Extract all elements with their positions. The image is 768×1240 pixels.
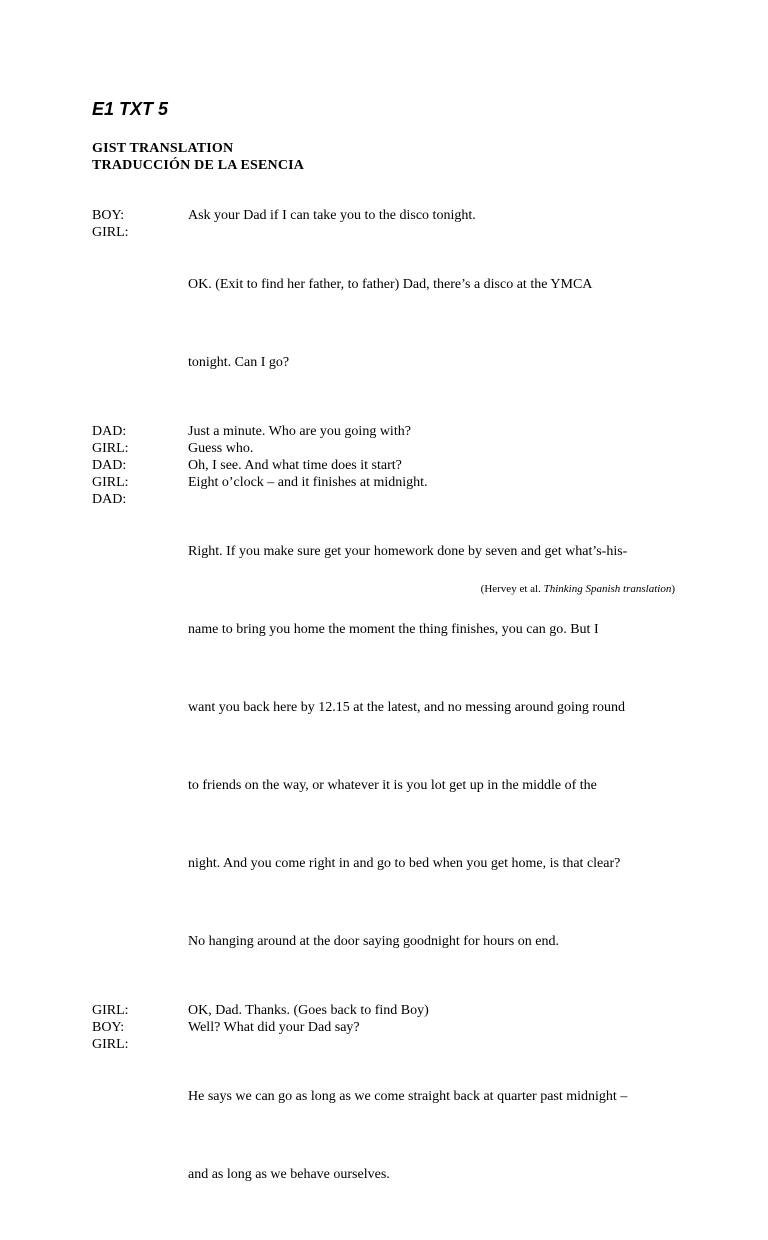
dialogue-line: OK, Dad. Thanks. (Goes back to find Boy) xyxy=(188,1003,429,1018)
speaker-label: DAD: xyxy=(92,424,127,439)
dialogue-line-part: to friends on the way, or whatever it is you lot get up in the middle of the xyxy=(188,778,597,793)
dialogue-line-part: want you back here by 12.15 at the latest, and no messing around going round xyxy=(188,700,626,715)
dialogue-row xyxy=(92,423,692,440)
dialogue-row xyxy=(92,1032,692,1240)
heading-traduccion-esencia: TRADUCCIÓN DE LA ESENCIA xyxy=(92,158,305,173)
speaker-label: DAD: xyxy=(92,492,127,507)
dialogue-line: Guess who. xyxy=(188,441,254,456)
heading-gist-translation: GIST TRANSLATION xyxy=(92,141,234,156)
dialogue-row xyxy=(92,1002,692,1019)
dialogue-line: Oh, I see. And what time does it start? xyxy=(188,458,402,473)
speaker-label: GIRL: xyxy=(92,441,129,456)
speaker-label: GIRL: xyxy=(92,1037,129,1052)
dialogue-line-part: OK. (Exit to find her father, to father) Dad, there’s a disco at the YMCA xyxy=(188,277,593,292)
page-title: E1 TXT 5 xyxy=(92,99,169,119)
speaker-label: GIRL: xyxy=(92,225,129,240)
dialogue-row xyxy=(92,220,692,428)
dialogue-line: Ask your Dad if I can take you to the disco tonight. xyxy=(188,208,476,223)
citation xyxy=(481,582,675,596)
citation-prefix: (Hervey et al. xyxy=(480,583,544,595)
dialogue-line: Eight o’clock – and it finishes at midnight. xyxy=(188,475,428,490)
dialogue-line: Well? What did your Dad say? xyxy=(188,1020,360,1035)
speaker-label: GIRL: xyxy=(92,1003,129,1018)
dialogue-line-part: tonight. Can I go? xyxy=(188,355,290,370)
dialogue-line-part: night. And you come right in and go to bed when you get home, is that clear? xyxy=(188,856,621,871)
citation-work-title: Thinking Spanish translation xyxy=(543,583,672,595)
dialogue-line-part: No hanging around at the door saying goodnight for hours on end. xyxy=(188,934,559,949)
speaker-label: BOY: xyxy=(92,1020,125,1035)
speaker-label: GIRL: xyxy=(92,475,129,490)
dialogue-line xyxy=(188,487,692,1007)
dialogue-row xyxy=(92,440,692,457)
dialogue-line: Just a minute. Who are you going with? xyxy=(188,424,411,439)
speaker-label: BOY: xyxy=(92,208,125,223)
dialogue-line-part: He says we can go as long as we come straight back at quarter past midnight – xyxy=(188,1089,628,1104)
citation-suffix: ) xyxy=(671,583,675,595)
dialogue xyxy=(92,207,692,1235)
dialogue-row xyxy=(92,487,692,1007)
dialogue-row xyxy=(92,457,692,474)
dialogue-line-part: name to bring you home the moment the thing finishes, you can go. But I xyxy=(188,622,599,637)
dialogue-line-part: and as long as we behave ourselves. xyxy=(188,1167,390,1182)
speaker-label: DAD: xyxy=(92,458,127,473)
dialogue-line xyxy=(188,1032,692,1240)
dialogue-line-part: Right. If you make sure get your homework done by seven and get what’s-his- xyxy=(188,544,628,559)
dialogue-line xyxy=(188,220,692,428)
